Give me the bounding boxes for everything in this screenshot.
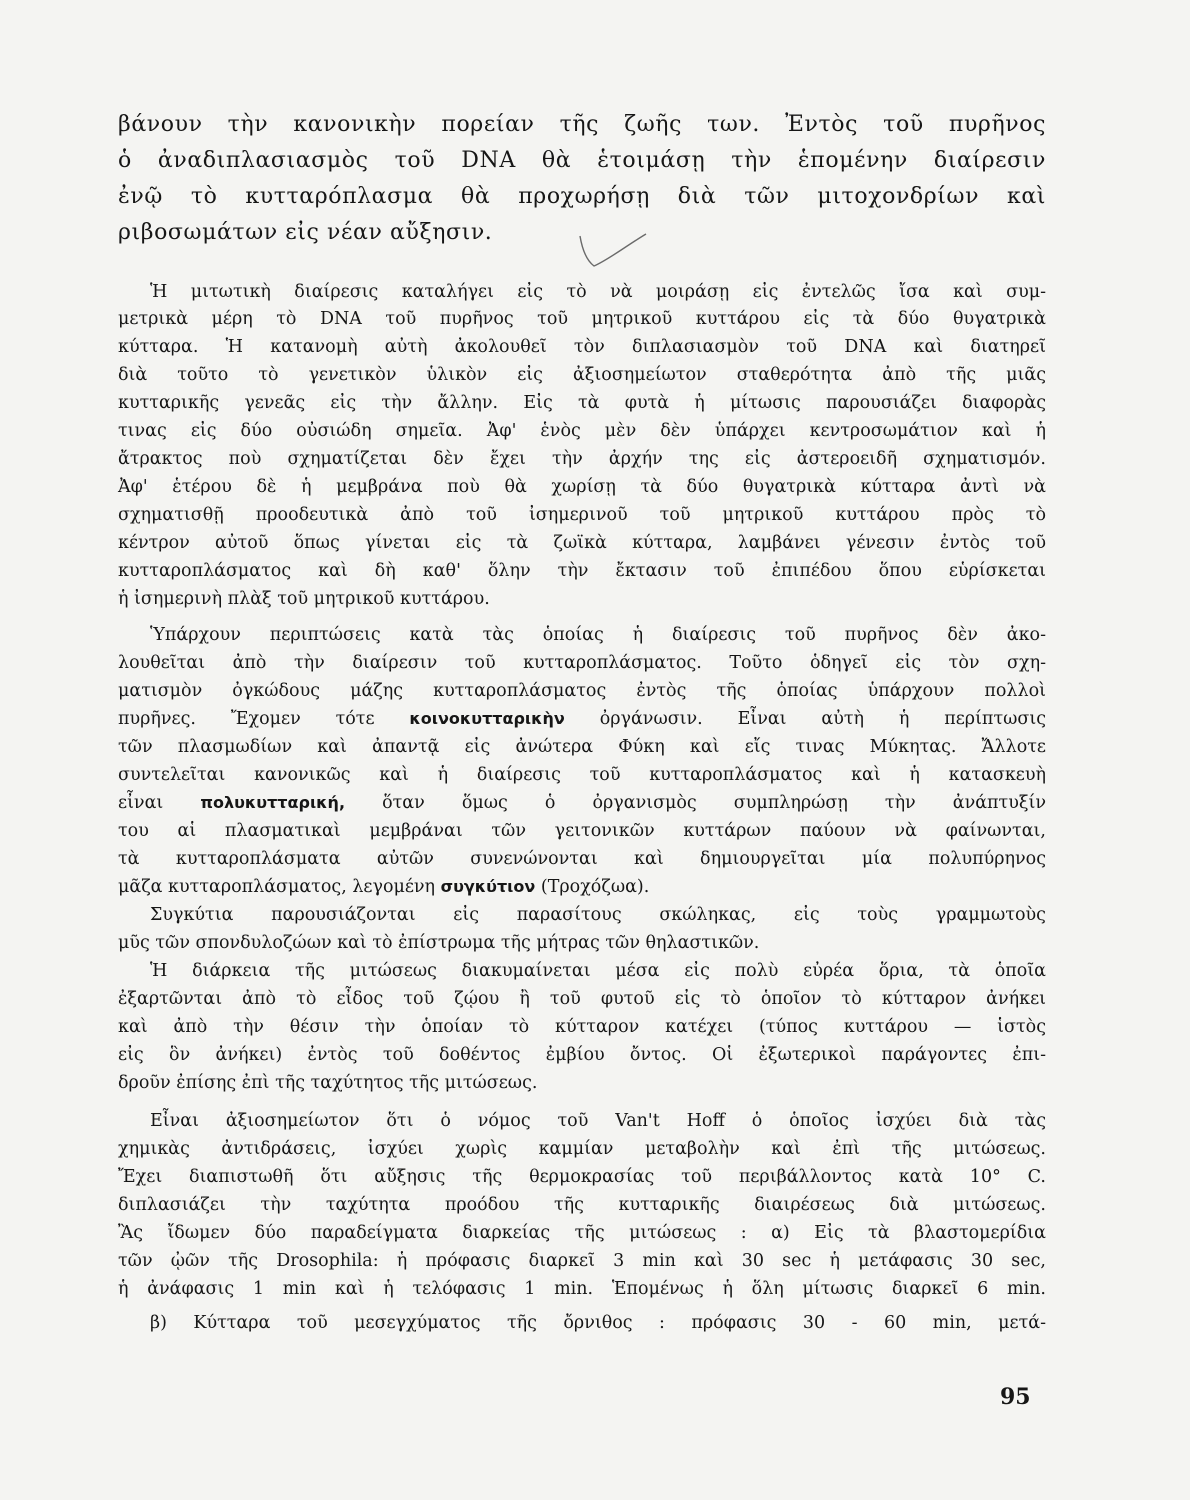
text-line: μῦς τῶν σπονδυλοζώων καὶ τὸ ἐπίστρωμα τῆς μήτρας τῶν θηλαστικῶν. [118, 933, 760, 953]
text-line: ὁ ἀναδιπλασιασμὸς τοῦ DNA θὰ ἑτοιμάσῃ τὴν ἑπομένην διαίρεσιν [118, 148, 1046, 173]
text-fragment: ὀργάνωσιν. Εἶναι αὐτὴ ἡ περίπτωσις [599, 709, 1046, 729]
page-number: 95 [1000, 1384, 1031, 1410]
bold-term: κοινοκυτταρικὴν [409, 709, 565, 728]
text-line: κυτταροπλάσματος καὶ δὴ καθ' ὅλην τὴν ἔκτασιν τοῦ ἐπιπέδου ὅπου εὑρίσκεται [118, 561, 1046, 581]
text-line: κυτταρικῆς γενεᾶς εἰς τὴν ἄλλην. Εἰς τὰ φυτὰ ἡ μίτωσις παρουσιάζει διαφορὰς [118, 393, 1046, 413]
text-fragment: εἶναι [118, 793, 164, 813]
text-line: κέντρον αὐτοῦ ὅπως γίνεται εἰς τὰ ζωϊκὰ κύτταρα, λαμβάνει γένεσιν ἐντὸς τοῦ [118, 533, 1046, 553]
text-line: τὰ κυτταροπλάσματα αὐτῶν συνενώνονται καὶ δημιουργεῖται μία πολυπύρηνος [118, 849, 1046, 869]
text-line [118, 877, 1046, 897]
text-fragment: μᾶζα κυτταροπλάσματος, λεγομένη [118, 877, 436, 897]
text-line: Ἡ μιτωτικὴ διαίρεσις καταλήγει εἰς τὸ νὰ μοιράσῃ εἰς ἐντελῶς ἴσα καὶ συμ- [150, 282, 1046, 302]
text-line: Ὑπάρχουν περιπτώσεις κατὰ τὰς ὁποίας ἡ διαίρεσις τοῦ πυρῆνος δὲν ἀκο- [150, 625, 1046, 645]
text-line: Ἡ διάρκεια τῆς μιτώσεως διακυμαίνεται μέσα εἰς πολὺ εὐρέα ὅρια, τὰ ὁποῖα [150, 961, 1046, 981]
text-fragment: (Τροχόζωα). [540, 877, 650, 897]
text-line: Συγκύτια παρουσιάζονται εἰς παρασίτους σκώληκας, εἰς τοὺς γραμμωτοὺς [150, 905, 1046, 925]
text-line: ἐξαρτῶνται ἀπὸ τὸ εἶδος τοῦ ζῴου ἢ τοῦ φυτοῦ εἰς τὸ ὁποῖον τὸ κύτταρον ἀνήκει [118, 989, 1046, 1009]
text-line: ἡ ἀνάφασις 1 min καὶ ἡ τελόφασις 1 min. Ἑπομένως ἡ ὅλη μίτωσις διαρκεῖ 6 min. [118, 1279, 1046, 1299]
text-line: ἡ ἰσημερινὴ πλὰξ τοῦ μητρικοῦ κυττάρου. [118, 589, 490, 609]
text-line: μετρικὰ μέρη τὸ DNA τοῦ πυρῆνος τοῦ μητρικοῦ κυττάρου εἰς τὰ δύο θυγατρικὰ [118, 309, 1046, 329]
text-line: βάνουν τὴν κανονικὴν πορείαν τῆς ζωῆς των. Ἐντὸς τοῦ πυρῆνος [118, 112, 1046, 137]
text-line: τῶν πλασμωδίων καὶ ἀπαντᾷ εἰς ἀνώτερα Φύκη καὶ εἴς τινας Μύκητας. Ἄλλοτε [118, 737, 1046, 757]
text-line: ματισμὸν ὀγκώδους μάζης κυτταροπλάσματος ἐντὸς τῆς ὁποίας ὑπάρχουν πολλοὶ [118, 681, 1046, 701]
text-line: Ἂς ἴδωμεν δύο παραδείγματα διαρκείας τῆς μιτώσεως : α) Εἰς τὰ βλαστομερίδια [118, 1223, 1046, 1243]
text-line: τῶν ᾠῶν τῆς Drosophila: ἡ πρόφασις διαρκεῖ 3 min καὶ 30 sec ἡ μετάφασις 30 sec, [118, 1251, 1046, 1271]
text-line: λουθεῖται ἀπὸ τὴν διαίρεσιν τοῦ κυτταροπλάσματος. Τοῦτο ὁδηγεῖ εἰς τὸν σχη- [118, 653, 1046, 673]
text-line [118, 709, 1046, 729]
text-line: Ἀφ' ἑτέρου δὲ ἡ μεμβράνα ποὺ θὰ χωρίσῃ τὰ δύο θυγατρικὰ κύτταρα ἀντὶ νὰ [118, 477, 1046, 497]
text-line: ἐνῷ τὸ κυτταρόπλασμα θὰ προχωρήσῃ διὰ τῶν μιτοχονδρίων καὶ [118, 184, 1046, 209]
text-line: χημικὰς ἀντιδράσεις, ἰσχύει χωρὶς καμμίαν μεταβολὴν καὶ ἐπὶ τῆς μιτώσεως. [118, 1139, 1046, 1159]
text-line: ἄτρακτος ποὺ σχηματίζεται δὲν ἔχει τὴν ἀρχήν της εἰς ἀστεροειδῆ σχηματισμόν. [118, 449, 1046, 469]
text-line [118, 793, 1046, 813]
text-line: Ἔχει διαπιστωθῆ ὅτι αὔξησις τῆς θερμοκρασίας τοῦ περιβάλλοντος κατὰ 10° C. [118, 1167, 1046, 1187]
text-line: δροῦν ἐπίσης ἐπὶ τῆς ταχύτητος τῆς μιτώσεως. [118, 1073, 538, 1093]
text-line: διὰ τοῦτο τὸ γενετικὸν ὑλικὸν εἰς ἀξιοσημείωτον σταθερότητα ἀπὸ τῆς μιᾶς [118, 365, 1046, 385]
pencil-checkmark [578, 232, 648, 272]
text-line: τινας εἰς δύο οὐσιώδη σημεῖα. Ἀφ' ἑνὸς μὲν δὲν ὑπάρχει κεντροσωμάτιον καὶ ἡ [118, 421, 1046, 441]
text-line: β) Κύτταρα τοῦ μεσεγχύματος τῆς ὄρνιθος : πρόφασις 30 - 60 min, μετά- [150, 1313, 1046, 1333]
text-line: Εἶναι ἀξιοσημείωτον ὅτι ὁ νόμος τοῦ Van't Hoff ὁ ὁποῖος ἰσχύει διὰ τὰς [150, 1111, 1046, 1131]
text-fragment: ὅταν ὅμως ὁ ὀργανισμὸς συμπληρώσῃ τὴν ἀνάπτυξίν [382, 793, 1046, 813]
bold-term: συγκύτιον [440, 877, 536, 896]
text-line: του αἱ πλασματικαὶ μεμβράναι τῶν γειτονικῶν κυττάρων παύουν νὰ φαίνωνται, [118, 821, 1046, 841]
text-fragment: πυρῆνες. Ἔχομεν τότε [118, 709, 375, 729]
text-line: διπλασιάζει τὴν ταχύτητα προόδου τῆς κυτταρικῆς διαιρέσεως διὰ μιτώσεως. [118, 1195, 1046, 1215]
text-line: ριβοσωμάτων εἰς νέαν αὔξησιν. [118, 220, 493, 245]
text-line: καὶ ἀπὸ τὴν θέσιν τὴν ὁποίαν τὸ κύτταρον κατέχει (τύπος κυττάρου — ἱστὸς [118, 1017, 1046, 1037]
text-line: κύτταρα. Ἡ κατανομὴ αὐτὴ ἀκολουθεῖ τὸν διπλασιασμὸν τοῦ DNA καὶ διατηρεῖ [118, 337, 1046, 357]
text-line: σχηματισθῇ προοδευτικὰ ἀπὸ τοῦ ἰσημερινοῦ τοῦ μητρικοῦ κυττάρου πρὸς τὸ [118, 505, 1046, 525]
bold-term: πολυκυτταρική, [200, 793, 346, 812]
text-line: συντελεῖται κανονικῶς καὶ ἡ διαίρεσις τοῦ κυτταροπλάσματος καὶ ἡ κατασκευὴ [118, 765, 1046, 785]
text-line: εἰς ὃν ἀνήκει) ἐντὸς τοῦ δοθέντος ἐμβίου ὄντος. Οἱ ἐξωτερικοὶ παράγοντες ἐπι- [118, 1045, 1046, 1065]
